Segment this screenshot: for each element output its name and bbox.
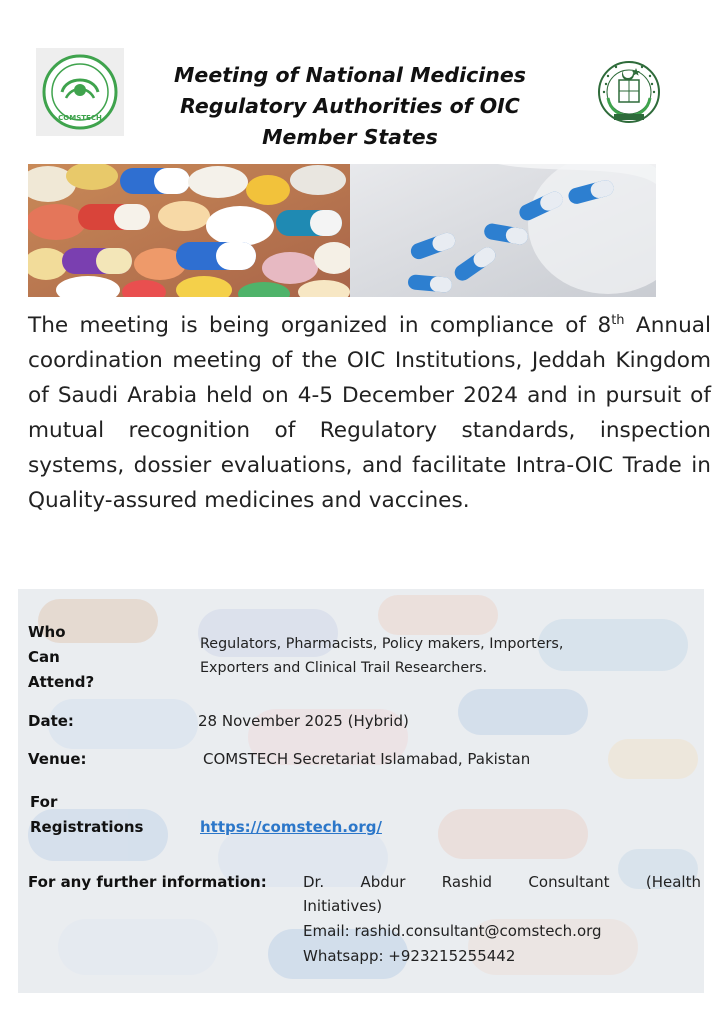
registrations-label: [30, 790, 143, 840]
registrations-label-line-1: For: [30, 793, 58, 811]
contact-part-dr: Dr.: [303, 873, 325, 891]
pills-photo: [28, 164, 656, 297]
comstech-logo: [36, 48, 124, 136]
intro-text-start: The meeting is being organized in compliance of 8: [28, 313, 612, 338]
contact-email: Email: rashid.consultant@comstech.org: [303, 922, 602, 940]
event-details-panel: [18, 589, 704, 993]
registrations-label-line-2: Registrations: [30, 818, 144, 836]
who-can-attend-label: [28, 620, 94, 695]
who-can-attend-value: [200, 632, 563, 680]
title-line-3: Member States: [262, 125, 438, 149]
contact-department-line: Initiatives): [303, 897, 383, 915]
who-label-line-3: Attend?: [28, 673, 95, 691]
intro-superscript: th: [611, 312, 625, 328]
regulatory-seal-icon: [594, 58, 664, 130]
date-label: Date:: [28, 712, 74, 730]
intro-text-rest: Annual coordination meeting of the OIC Institutions, Jeddah Kingdom of Saudi Arabia held on 4-5 December 2024 and in pursuit of mutual recognition of Regulatory standards, inspection systems, dossier evaluations, and facilitate Intra-OIC Trade in Quality-assured medicines and vaccines.: [28, 313, 711, 513]
title-line-1: Meeting of National Medicines: [174, 63, 526, 87]
who-value-line-2: Exporters and Clinical Trail Researchers.: [200, 660, 488, 676]
contact-part-role: Consultant: [528, 873, 610, 891]
who-label-line-1: Who: [28, 623, 66, 641]
comstech-emblem-icon: [36, 48, 124, 136]
who-label-line-2: Can: [28, 648, 60, 666]
registration-link[interactable]: https://comstech.org/: [200, 818, 382, 836]
contact-part-first-name: Abdur: [360, 873, 406, 891]
page-title: [140, 60, 560, 153]
venue-value: COMSTECH Secretariat Islamabad, Pakistan: [203, 750, 531, 768]
further-information-label: For any further information:: [28, 873, 267, 891]
comstech-logo-text: COMSTECH: [58, 114, 102, 122]
who-value-line-1: Regulators, Pharmacists, Policy makers, Importers,: [200, 636, 564, 652]
venue-label: Venue:: [28, 750, 87, 768]
contact-part-last-name: Rashid: [441, 873, 493, 891]
pills-banner-image: [28, 164, 656, 297]
contact-part-dept: (Health: [645, 873, 701, 891]
date-value: 28 November 2025 (Hybrid): [198, 712, 409, 730]
title-line-2: Regulatory Authorities of OIC: [180, 94, 520, 118]
intro-paragraph: [28, 308, 711, 518]
drap-seal-logo: [594, 58, 664, 130]
contact-whatsapp: Whatsapp: +923215255442: [303, 947, 516, 965]
contact-name-line: [303, 870, 701, 894]
registration-link-wrapper: [200, 815, 382, 839]
